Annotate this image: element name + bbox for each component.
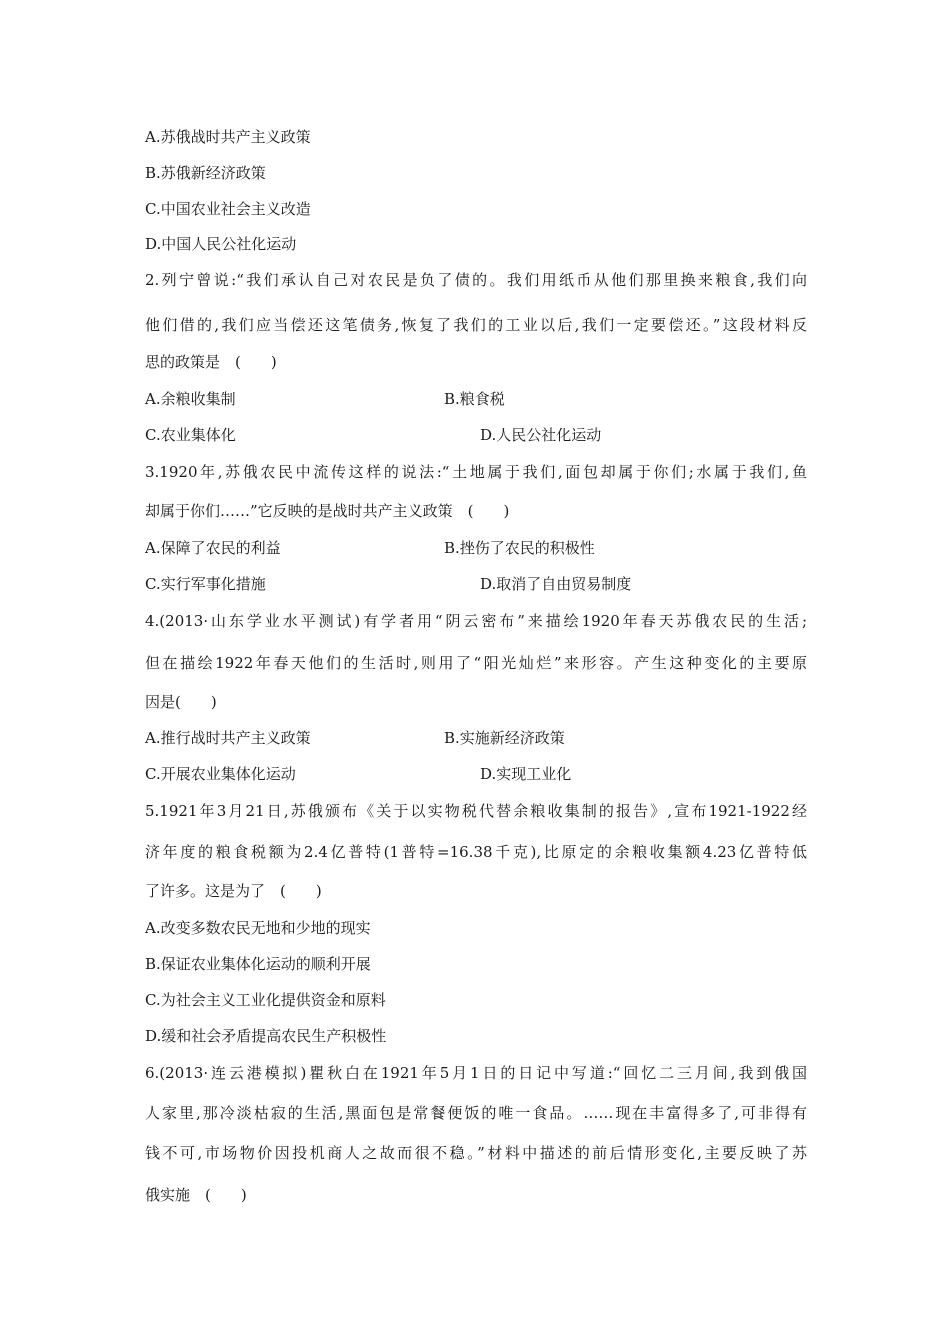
- q1-option-a: A.苏俄战时共产主义政策: [145, 128, 311, 146]
- q5-option-b: B.保证农业集体化运动的顺利开展: [145, 955, 371, 973]
- q4-option-b: B.实施新经济政策: [444, 729, 565, 747]
- q2-option-b: B.粮食税: [444, 390, 505, 408]
- q2-option-c: C.农业集体化: [145, 426, 236, 444]
- q5-option-a: A.改变多数农民无地和少地的现实: [145, 919, 371, 937]
- q2-option-a: A.余粮收集制: [145, 390, 236, 408]
- q6-stem-line-1: 6.(2013·连云港模拟)瞿秋白在1921年5月1日的日记中写道:“回忆二三月间,我到俄国: [145, 1064, 807, 1082]
- q2-stem-line-3: 思的政策是 ( ): [145, 353, 277, 371]
- q5-stem-line-3: 了许多。这是为了 ( ): [145, 882, 322, 900]
- q3-stem-line-2: 却属于你们……”它反映的是战时共产主义政策 ( ): [145, 502, 510, 520]
- q3-option-c: C.实行军事化措施: [145, 575, 266, 593]
- q1-option-b: B.苏俄新经济政策: [145, 164, 266, 182]
- q3-option-b: B.挫伤了农民的积极性: [444, 539, 595, 557]
- q2-stem-line-1: 2.列宁曾说:“我们承认自己对农民是负了债的。我们用纸币从他们那里换来粮食,我们向: [145, 271, 807, 289]
- q4-stem-line-1: 4.(2013·山东学业水平测试)有学者用“阴云密布”来描绘1920年春天苏俄农民的生活;: [145, 612, 807, 630]
- q4-option-c: C.开展农业集体化运动: [145, 765, 296, 783]
- q1-option-c: C.中国农业社会主义改造: [145, 200, 311, 218]
- q6-stem-line-3: 钱不可,市场物价因投机商人之故而很不稳。”材料中描述的前后情形变化,主要反映了苏: [145, 1144, 807, 1162]
- q5-stem-line-2: 济年度的粮食税额为2.4亿普特(1普特=16.38千克),比原定的余粮收集额4.23亿普特低: [145, 843, 807, 861]
- q4-option-d: D.实现工业化: [480, 765, 572, 783]
- q2-stem-line-2: 他们借的,我们应当偿还这笔债务,恢复了我们的工业以后,我们一定要偿还。”这段材料反: [145, 316, 807, 334]
- q6-stem-line-2: 人家里,那冷淡枯寂的生活,黑面包是常餐便饭的唯一食品。……现在丰富得多了,可非得有: [145, 1104, 807, 1122]
- q5-option-c: C.为社会主义工业化提供资金和原料: [145, 991, 386, 1009]
- q4-option-a: A.推行战时共产主义政策: [145, 729, 311, 747]
- q3-option-d: D.取消了自由贸易制度: [480, 575, 632, 593]
- q5-option-d: D.缓和社会矛盾提高农民生产积极性: [145, 1027, 387, 1045]
- q6-stem-line-4: 俄实施 ( ): [145, 1186, 247, 1204]
- q4-stem-line-2: 但在描绘1922年春天他们的生活时,则用了“阳光灿烂”来形容。产生这种变化的主要原: [145, 654, 807, 672]
- q1-option-d: D.中国人民公社化运动: [145, 235, 297, 253]
- q3-option-a: A.保障了农民的利益: [145, 539, 281, 557]
- q4-stem-line-3: 因是( ): [145, 693, 217, 711]
- q3-stem-line-1: 3.1920年,苏俄农民中流传这样的说法:“土地属于我们,面包却属于你们;水属于我们,鱼: [145, 463, 807, 481]
- q2-option-d: D.人民公社化运动: [480, 426, 602, 444]
- q5-stem-line-1: 5.1921年3月21日,苏俄颁布《关于以实物税代替余粮收集制的报告》,宣布1921-1922经: [145, 802, 807, 820]
